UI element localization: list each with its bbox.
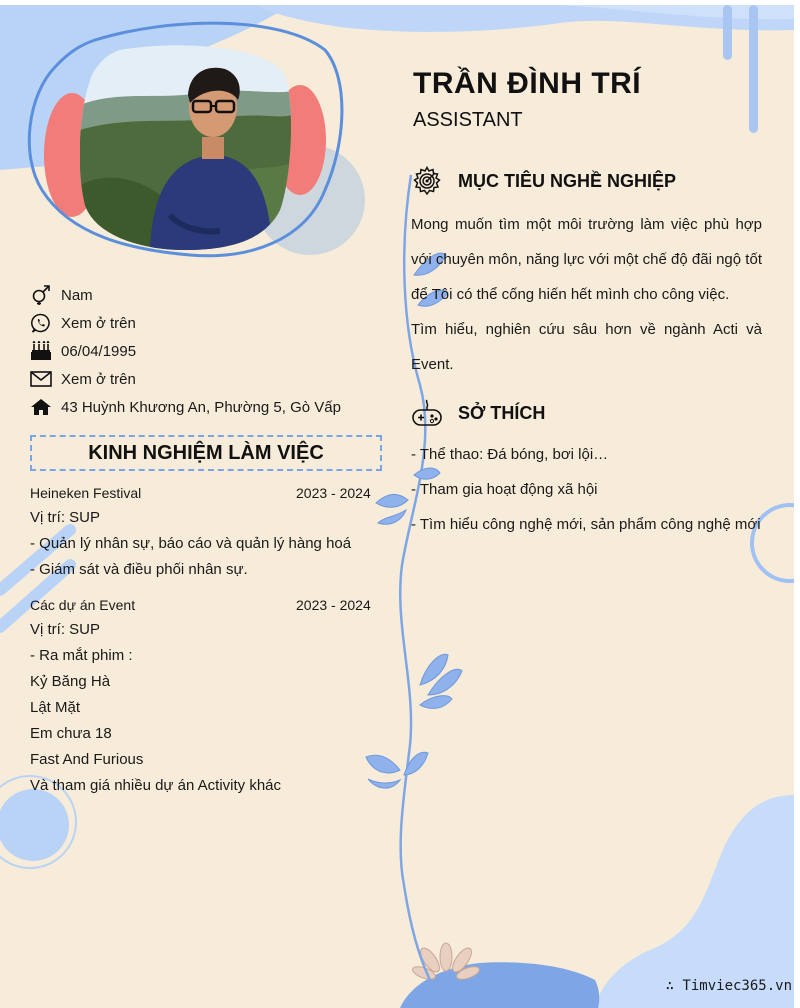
hobby-item: - Tìm hiểu công nghệ mới, sản phẩm công nghệ mới — [411, 516, 761, 533]
site-watermark: ∴ Timviec365.vn — [665, 978, 792, 994]
hobbies-heading: SỞ THÍCH — [458, 402, 546, 423]
experience-heading-box — [30, 435, 382, 471]
job-line: Fast And Furious — [30, 751, 144, 768]
target-gear-icon — [411, 165, 443, 197]
birthday-text: 06/04/1995 — [61, 342, 137, 360]
objective-paragraph: Tìm hiểu, nghiên cứu sâu hơn về ngành Acti và Event. — [411, 321, 762, 373]
birthday-cake-icon — [30, 340, 52, 362]
home-icon — [30, 396, 52, 418]
contact-email — [30, 368, 136, 390]
email-text: Xem ở trên — [61, 370, 136, 388]
candidate-name: TRẦN ĐÌNH TRÍ — [413, 67, 642, 100]
hobbies-section-heading — [411, 397, 545, 429]
job-line: - Ra mắt phim : — [30, 647, 133, 664]
job-line: - Giám sát và điều phối nhân sự. — [30, 561, 248, 578]
gender-icon — [30, 284, 52, 306]
job-title: Các dự án Event — [30, 597, 136, 613]
job-line: - Quản lý nhân sự, báo cáo và quản lý hàng hoá — [30, 535, 352, 552]
job-line: Và tham giá nhiều dự án Activity khác — [30, 777, 282, 794]
job-line: Lật Mặt — [30, 699, 81, 716]
objective-section-heading — [411, 165, 676, 197]
gender-text: Nam — [61, 286, 93, 304]
job-line: Vị trí: SUP — [30, 509, 101, 526]
job-period: 2023 - 2024 — [296, 485, 371, 501]
contact-phone — [30, 312, 136, 334]
email-icon — [30, 368, 52, 390]
contact-address — [30, 396, 341, 418]
contact-gender — [30, 284, 93, 306]
objective-heading: MỤC TIÊU NGHỀ NGHIỆP — [458, 170, 677, 191]
experience-heading: KINH NGHIỆM LÀM VIỆC — [88, 441, 324, 464]
hobby-item: - Tham gia hoạt động xã hội — [411, 481, 598, 498]
candidate-role: ASSISTANT — [413, 109, 523, 131]
job-period: 2023 - 2024 — [296, 597, 371, 613]
hobby-item: - Thể thao: Đá bóng, bơi lội… — [411, 446, 609, 463]
objective-paragraph: Mong muốn tìm một môi trường làm việc phù hợp với chuyên môn, năng lực với một chế độ đãi ngộ tốt để Tôi có thể cống hiến hết mình cho công việc. — [411, 216, 762, 303]
gamepad-icon — [411, 397, 443, 429]
address-text: 43 Huỳnh Khương An, Phường 5, Gò Vấp — [61, 398, 341, 416]
phone-icon — [30, 312, 52, 334]
phone-text: Xem ở trên — [61, 314, 136, 332]
job-line: Em chưa 18 — [30, 725, 112, 742]
profile-photo — [80, 45, 292, 250]
job-line: Vị trí: SUP — [30, 621, 101, 638]
contact-birthday — [30, 340, 136, 362]
job-title: Heineken Festival — [30, 485, 142, 501]
cv-page — [0, 5, 794, 1008]
job-line: Kỷ Băng Hà — [30, 673, 111, 690]
